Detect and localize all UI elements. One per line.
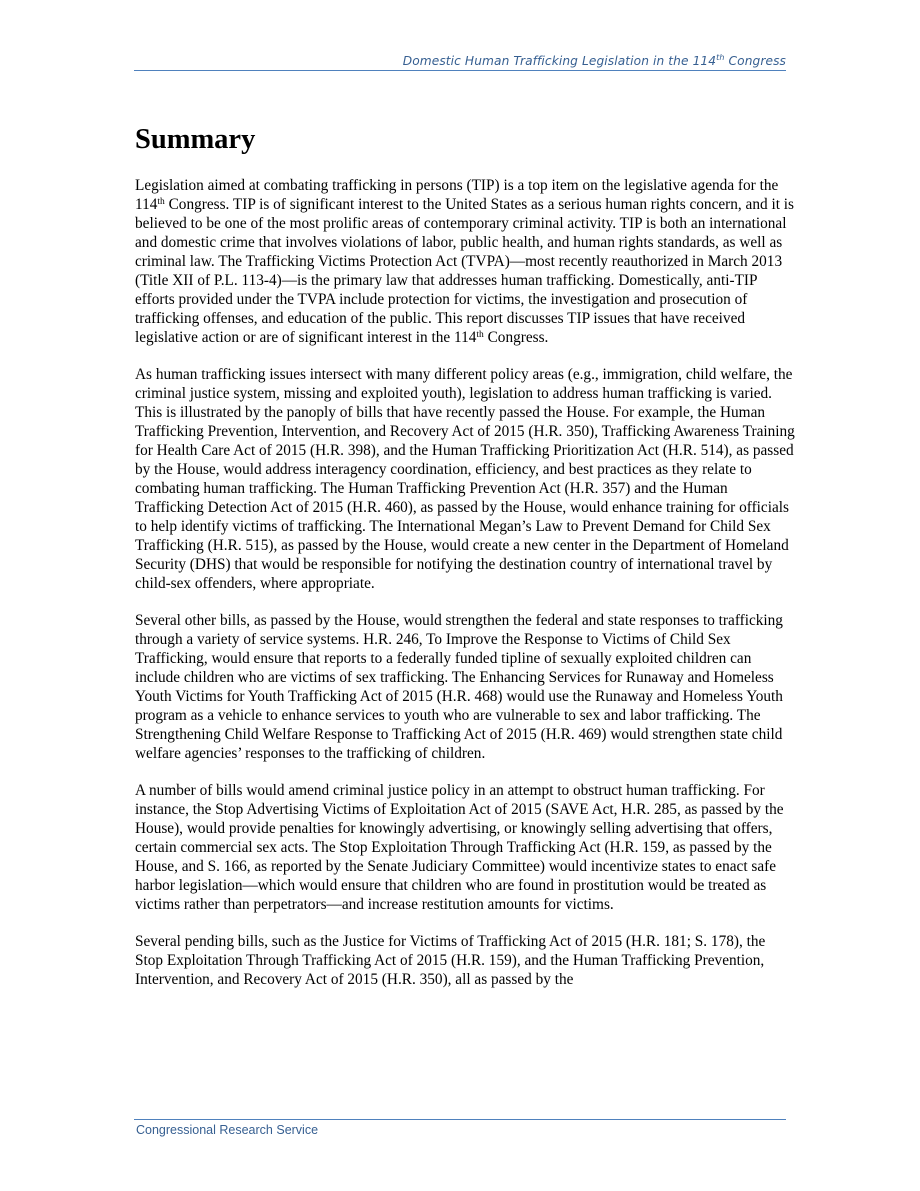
header-title-end: Congress — [724, 54, 786, 68]
running-header-title — [403, 54, 786, 68]
running-footer — [134, 1119, 786, 1137]
paragraph-1-part-b: Congress. TIP is of significant interest to the United States as a serious human rights concern, and it is believed to be one of the most prolific areas of contemporary criminal activity. TIP is both an international and domestic crime that involves violations of labor, public health, and human rights standards, as well as criminal law. The Trafficking Victims Protection Act (TVPA)—most recently reauthorized in March 2013 (Title XII of P.L. 113-4)—is the primary law that addresses human trafficking. Domestically, anti-TIP efforts provided under the TVPA include protection for victims, the investigation and prosecution of trafficking offenses, and education of the public. This report discusses TIP issues that have received legislative action or are of significant interest in the 114 — [135, 196, 794, 346]
paragraph-1-part-a: Legislation aimed at combating trafficking in persons (TIP) is a top item on the legislative agenda for the 114 — [135, 177, 779, 213]
header-title-superscript: th — [716, 53, 725, 62]
paragraph-1-part-c: Congress. — [483, 329, 549, 346]
section-title: Summary — [135, 124, 256, 155]
header-title-main: Domestic Human Trafficking Legislation in the 114 — [402, 54, 717, 68]
paragraph-1 — [135, 176, 795, 347]
paragraph-3: Several other bills, as passed by the House, would strengthen the federal and state responses to trafficking through a variety of service systems. H.R. 246, To Improve the Response to Victims of Child Sex Trafficking, would ensure that reports to a federally funded tipline of sexually exploited children can include children who are victims of sex trafficking. The Enhancing Services for Runaway and Homeless Youth Victims for Youth Trafficking Act of 2015 (H.R. 468) would use the Runaway and Homeless Youth program as a vehicle to enhance services to youth who are vulnerable to sex and labor trafficking. The Strengthening Child Welfare Response to Trafficking Act of 2015 (H.R. 469) would strengthen state child welfare agencies’ responses to the trafficking of children. — [135, 612, 783, 762]
paragraph-4: A number of bills would amend criminal justice policy in an attempt to obstruct human trafficking. For instance, the Stop Advertising Victims of Exploitation Act of 2015 (SAVE Act, H.R. 285, as passed by the House), would provide penalties for knowingly advertising, or knowingly selling advertising that offers, certain commercial sex acts. The Stop Exploitation Through Trafficking Act (H.R. 159, as passed by the House, and S. 166, as reported by the Senate Judiciary Committee) would incentivize states to enact safe harbor legislation—which would ensure that children who are found in prostitution would be treated as victims rather than perpetrators—and increase restitution amounts for victims. — [135, 782, 784, 913]
running-header — [134, 52, 786, 71]
paragraph-2: As human trafficking issues intersect with many different policy areas (e.g., immigration, child welfare, the criminal justice system, missing and exploited youth), legislation to address human trafficking is varied. This is illustrated by the panoply of bills that have recently passed the House. For example, the Human Trafficking Prevention, Intervention, and Recovery Act of 2015 (H.R. 350), Trafficking Awareness Training for Health Care Act of 2015 (H.R. 398), and the Human Trafficking Prioritization Act (H.R. 514), as passed by the House, would address interagency coordination, efficiency, and best practices as they relate to combating human trafficking. The Human Trafficking Prevention Act (H.R. 357) and the Human Trafficking Detection Act of 2015 (H.R. 460), as passed by the House, would enhance training for officials to help identify victims of trafficking. The International Megan’s Law to Prevent Demand for Child Sex Trafficking (H.R. 515), as passed by the House, would create a new center in the Department of Homeland Security (DHS) that would be responsible for notifying the destination country of international travel by child-sex offenders, where appropriate. — [135, 366, 795, 592]
paragraph-5: Several pending bills, such as the Justice for Victims of Trafficking Act of 2015 (H.R. 181; S. 178), the Stop Exploitation Through Trafficking Act of 2015 (H.R. 159), and the Human Trafficking Prevention, Intervention, and Recovery Act of 2015 (H.R. 350), all as passed by the — [135, 933, 766, 988]
summary-body — [135, 176, 795, 1007]
paragraph-1-superscript-2: th — [476, 330, 484, 340]
paragraph-1-superscript-1: th — [157, 197, 165, 207]
footer-label: Congressional Research Service — [136, 1123, 319, 1137]
